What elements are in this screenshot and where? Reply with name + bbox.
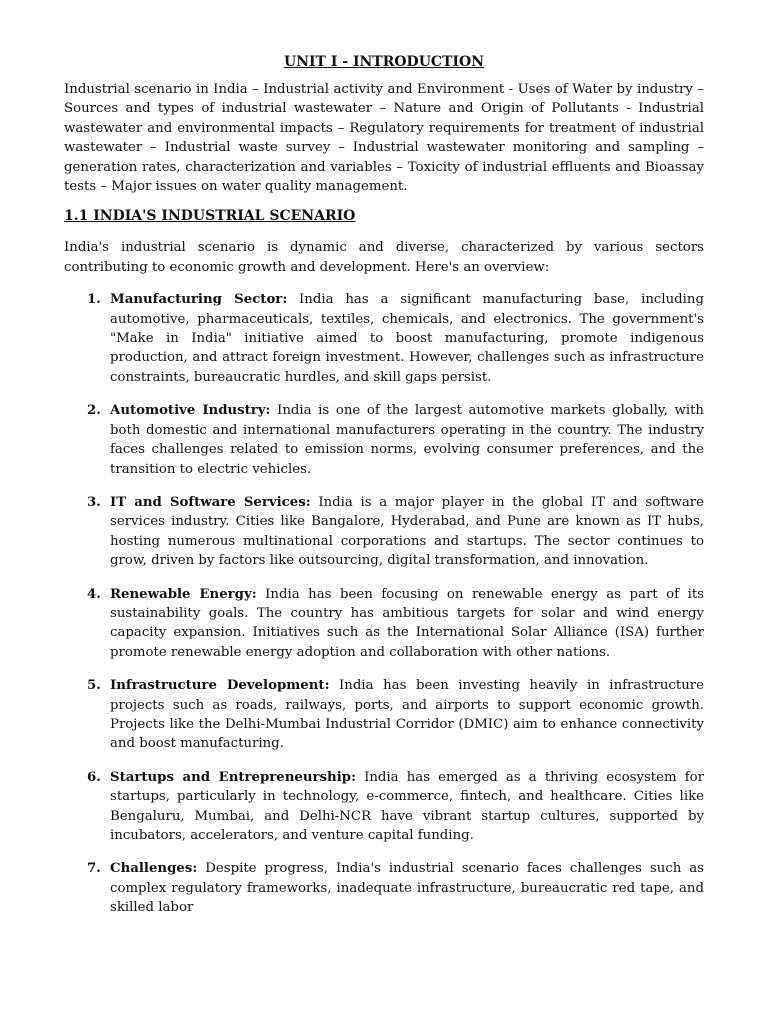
- list-item: [64, 493, 704, 571]
- sector-list: [64, 290, 704, 917]
- overview-paragraph: India's industrial scenario is dynamic and diverse, characterized by various sectors contributing to economic growth and development. Here's an overview:: [64, 240, 704, 275]
- list-text: India is a major player in the global IT and software services industry. Cities like Bangalore, Hyderabad, and Pune are known as IT hubs, hosting numerous multinational corporations and startups. The sector continues to grow, driven by factors like outsourcing, digital transformation, and innovation.: [110, 494, 704, 569]
- document-page: [64, 52, 704, 932]
- list-text: India is one of the largest automotive markets globally, with both domestic and international manufacturers operating in the country. The industry faces challenges related to emission norms, evolving consumer preferences, and the transition to electric vehicles.: [110, 403, 704, 477]
- list-term: Challenges:: [110, 861, 198, 877]
- list-number: 1.: [87, 292, 101, 308]
- list-number: 6.: [87, 769, 101, 785]
- list-item: [64, 290, 704, 387]
- list-number: 2.: [87, 403, 101, 419]
- list-text: India has a significant manufacturing base, including automotive, pharmaceuticals, textiles, chemicals, and electronics. The government's "Make in India" initiative aimed to boost manufacturing, promote indigenous production, and attract foreign investment. However, challenges such as infrastructure constraints, bureaucratic hurdles, and skill gaps persist.: [110, 292, 704, 385]
- list-item: [64, 859, 704, 917]
- list-text: India has been focusing on renewable energy as part of its sustainability goals. The country has ambitious targets for solar and wind energy capacity expansion. Initiatives such as the International Solar Alliance (ISA) further promote renewable energy adoption and collaboration with other nations.: [110, 586, 704, 660]
- list-item: [64, 585, 704, 663]
- list-number: 4.: [87, 586, 101, 602]
- list-text: India has been investing heavily in infrastructure projects such as roads, railways, ports, and airports to support economic growth. Projects like the Delhi-Mumbai Industrial Corridor (DMIC) aim to enhance connectivity and boost manufacturing.: [110, 678, 704, 752]
- list-term: Infrastructure Development:: [110, 678, 330, 694]
- list-term: Renewable Energy:: [110, 586, 257, 602]
- section-heading: 1.1 INDIA'S INDUSTRIAL SCENARIO: [64, 208, 356, 225]
- list-number: 3.: [87, 494, 101, 510]
- list-term: IT and Software Services:: [110, 494, 311, 510]
- list-number: 7.: [87, 861, 101, 877]
- list-number: 5.: [87, 678, 101, 694]
- list-item: [64, 768, 704, 846]
- list-text: Despite progress, India's industrial scenario faces challenges such as complex regulatory frameworks, inadequate infrastructure, bureaucratic red tape, and skilled labor: [110, 861, 704, 916]
- list-item: [64, 401, 704, 479]
- unit-title: UNIT I - INTRODUCTION: [284, 54, 484, 70]
- intro-paragraph: Industrial scenario in India – Industrial activity and Environment - Uses of Water by industry – Sources and types of industrial wastewater – Nature and Origin of Pollutants - Industrial wastewater and environmental impacts – Regulatory requirements for treatment of industrial wastewater – Industrial waste survey – Industrial wastewater monitoring and sampling – generation rates, characterization and variables – Toxicity of industrial effluents and Bioassay tests – Major issues on water quality management.: [64, 82, 704, 195]
- list-text: India has emerged as a thriving ecosystem for startups, particularly in technology, e-commerce, fintech, and healthcare. Cities like Bengaluru, Mumbai, and Delhi-NCR have vibrant startup cultures, supported by incubators, accelerators, and venture capital funding.: [110, 769, 704, 843]
- list-term: Automotive Industry:: [110, 403, 271, 419]
- list-item: [64, 676, 704, 754]
- list-term: Manufacturing Sector:: [110, 292, 288, 308]
- list-term: Startups and Entrepreneurship:: [110, 769, 356, 785]
